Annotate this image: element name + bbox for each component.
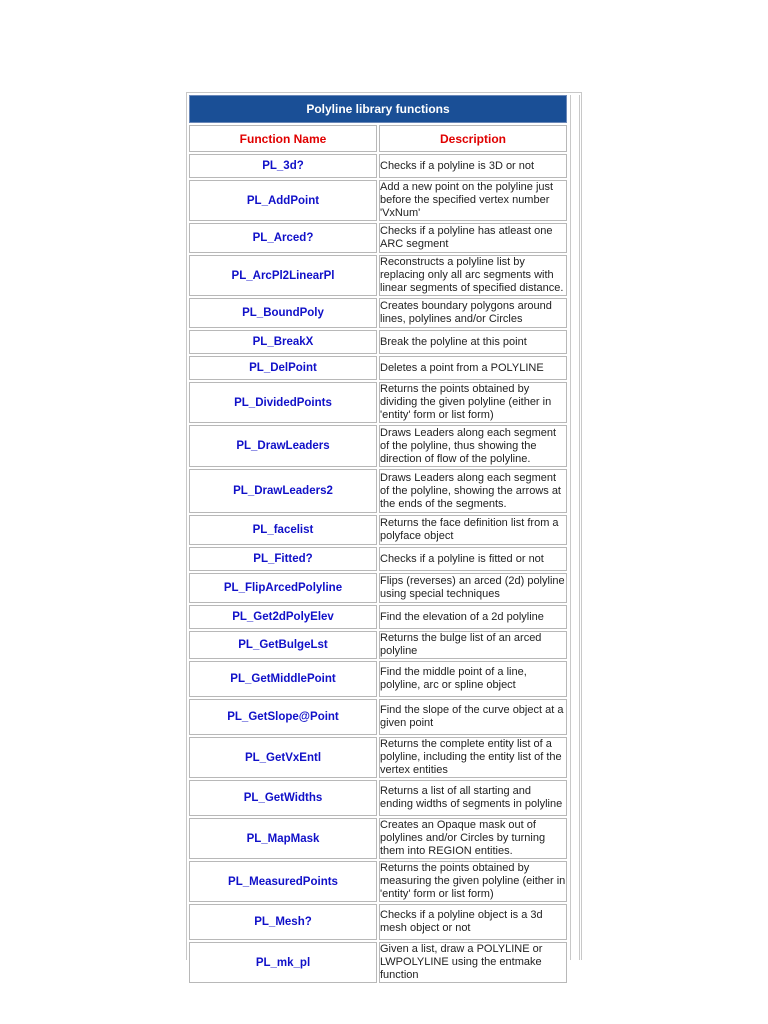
function-description-cell: Deletes a point from a POLYLINE bbox=[379, 356, 567, 380]
function-name-cell: PL_ArcPl2LinearPl bbox=[189, 255, 377, 296]
function-description-cell: Returns the face definition list from a polyface object bbox=[379, 515, 567, 545]
table-row bbox=[189, 818, 567, 859]
table-row bbox=[189, 330, 567, 354]
column-header-function-name: Function Name bbox=[189, 125, 377, 152]
table-header-row bbox=[189, 125, 567, 152]
function-name-cell: PL_AddPoint bbox=[189, 180, 377, 221]
table-row bbox=[189, 605, 567, 629]
function-name-cell: PL_GetWidths bbox=[189, 780, 377, 816]
function-description-cell: Checks if a polyline is 3D or not bbox=[379, 154, 567, 178]
function-description-cell: Returns the complete entity list of a polyline, including the entity list of the vertex entities bbox=[379, 737, 567, 778]
polyline-functions-table bbox=[187, 93, 569, 985]
function-name-cell: PL_Arced? bbox=[189, 223, 377, 253]
table-row bbox=[189, 154, 567, 178]
column-header-description: Description bbox=[379, 125, 567, 152]
function-description-cell: Draws Leaders along each segment of the polyline, showing the arrows at the ends of the segments. bbox=[379, 469, 567, 513]
table-row bbox=[189, 861, 567, 902]
function-description-cell: Flips (reverses) an arced (2d) polyline using special techniques bbox=[379, 573, 567, 603]
function-description-cell: Creates boundary polygons around lines, polylines and/or Circles bbox=[379, 298, 567, 328]
table-row bbox=[189, 298, 567, 328]
table-row bbox=[189, 547, 567, 571]
function-name-cell: PL_DrawLeaders2 bbox=[189, 469, 377, 513]
function-name-cell: PL_3d? bbox=[189, 154, 377, 178]
function-description-cell: Checks if a polyline object is a 3d mesh object or not bbox=[379, 904, 567, 940]
table-row bbox=[189, 904, 567, 940]
function-name-cell: PL_GetBulgeLst bbox=[189, 631, 377, 659]
function-description-cell: Find the elevation of a 2d polyline bbox=[379, 605, 567, 629]
function-description-cell: Returns the points obtained by dividing the given polyline (either in 'entity' form or list form) bbox=[379, 382, 567, 423]
function-description-cell: Find the middle point of a line, polyline, arc or spline object bbox=[379, 661, 567, 697]
table-row bbox=[189, 180, 567, 221]
function-description-cell: Returns the points obtained by measuring the given polyline (either in 'entity' form or list form) bbox=[380, 862, 566, 900]
function-name-cell: PL_Fitted? bbox=[189, 547, 377, 571]
function-description-cell: Draws Leaders along each segment of the polyline, thus showing the direction of flow of the polyline. bbox=[379, 425, 567, 467]
function-name-cell: PL_GetSlope@Point bbox=[189, 699, 377, 735]
table-row bbox=[189, 737, 567, 778]
function-description-cell: Add a new point on the polyline just before the specified vertex number 'VxNum' bbox=[379, 180, 567, 221]
function-name-cell: PL_FlipArcedPolyline bbox=[189, 573, 377, 603]
function-name-cell: PL_GetMiddlePoint bbox=[189, 661, 377, 697]
table-row bbox=[189, 631, 567, 659]
function-description-cell: Given a list, draw a POLYLINE or LWPOLYLINE using the entmake function bbox=[379, 942, 567, 983]
table-title: Polyline library functions bbox=[189, 95, 567, 123]
function-name-cell: PL_Get2dPolyElev bbox=[189, 605, 377, 629]
table-row bbox=[189, 356, 567, 380]
function-description-cell: Find the slope of the curve object at a given point bbox=[379, 699, 567, 735]
table-title-row bbox=[189, 95, 567, 123]
table-row bbox=[189, 382, 567, 423]
function-name-cell: PL_Mesh? bbox=[189, 904, 377, 940]
table-row bbox=[189, 425, 567, 467]
function-description-cell: Checks if a polyline has atleast one ARC segment bbox=[379, 223, 567, 253]
table-row bbox=[189, 661, 567, 697]
function-name-cell: PL_DividedPoints bbox=[189, 382, 377, 423]
function-description-cell: Creates an Opaque mask out of polylines and/or Circles by turning them into REGION entities. bbox=[379, 818, 567, 859]
function-name-cell: PL_BreakX bbox=[189, 330, 377, 354]
function-description-cell: Break the polyline at this point bbox=[379, 330, 567, 354]
table-row bbox=[189, 469, 567, 513]
function-name-cell: PL_GetVxEntl bbox=[189, 737, 377, 778]
table-row bbox=[189, 942, 567, 983]
function-description-cell: Returns the bulge list of an arced polyline bbox=[379, 631, 567, 659]
function-name-cell: PL_DelPoint bbox=[189, 356, 377, 380]
function-description-cell: Returns a list of all starting and ending widths of segments in polyline bbox=[379, 780, 567, 816]
table-row bbox=[189, 223, 567, 253]
table-row bbox=[189, 699, 567, 735]
function-description-cell: Checks if a polyline is fitted or not bbox=[379, 547, 567, 571]
function-name-cell: PL_MeasuredPoints bbox=[189, 861, 377, 902]
function-name-cell: PL_facelist bbox=[189, 515, 377, 545]
table-row bbox=[189, 255, 567, 296]
table-side-strip bbox=[570, 95, 580, 960]
table-row bbox=[189, 780, 567, 816]
function-description-cell: Reconstructs a polyline list by replacing only all arc segments with linear segments of specified distance. bbox=[379, 255, 567, 296]
function-name-cell: PL_mk_pl bbox=[189, 942, 377, 983]
function-name-cell: PL_DrawLeaders bbox=[189, 425, 377, 467]
function-name-cell: PL_BoundPoly bbox=[189, 298, 377, 328]
table-row bbox=[189, 515, 567, 545]
function-name-cell: PL_MapMask bbox=[189, 818, 377, 859]
table-row bbox=[189, 573, 567, 603]
